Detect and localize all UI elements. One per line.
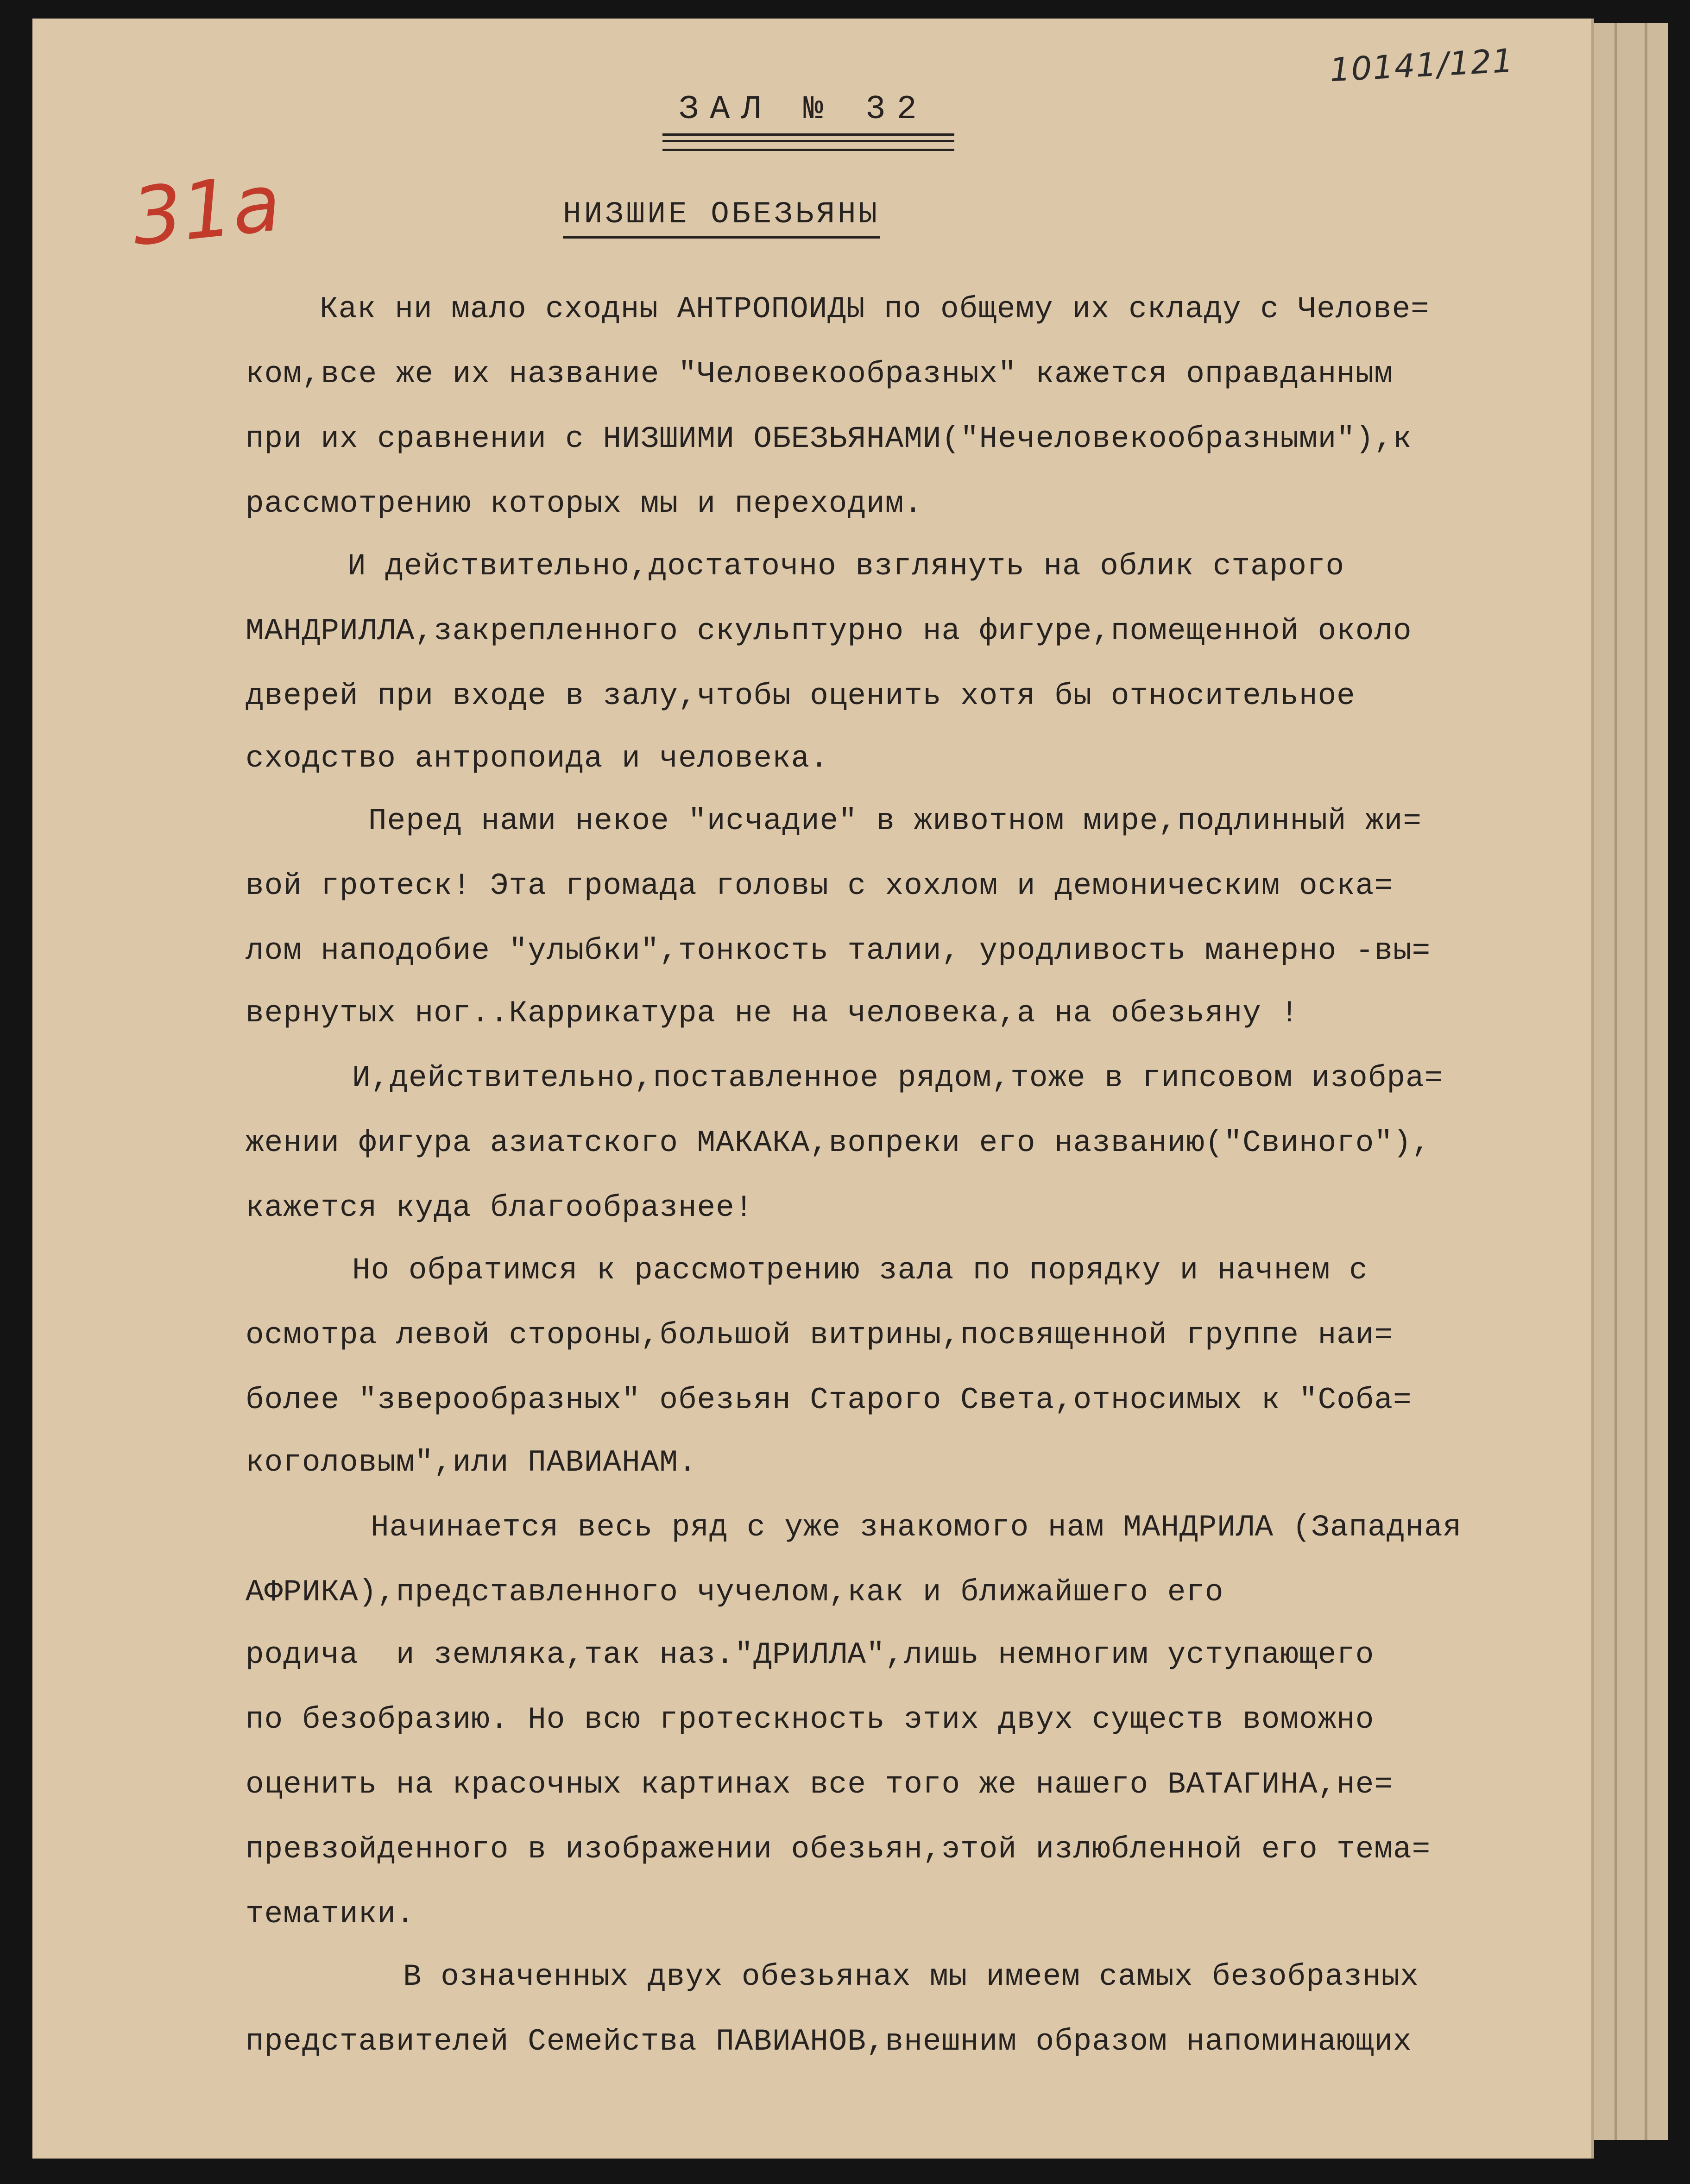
title-underline	[662, 133, 954, 151]
text-line: В означенных двух обезьянах мы имеем самых безобразных	[403, 1959, 1419, 1994]
text-line: Как ни мало сходны АНТРОПОИДЫ по общему их складу с Челове=	[320, 292, 1430, 327]
text-line: вернутых ног..Каррикатура не на человека,а на обезьяну !	[246, 996, 1299, 1031]
text-line: МАНДРИЛЛА,закрепленного скульптурно на фигуре,помещенной около	[246, 614, 1412, 648]
text-line: оценить на красочных картинах все того же нашего ВАТАГИНА,не=	[246, 1767, 1393, 1802]
text-line: И действительно,достаточно взглянуть на облик старого	[347, 549, 1345, 584]
archive-number: 10141/121	[1329, 41, 1515, 89]
text-line: рассмотрению которых мы и переходим.	[246, 486, 923, 521]
sheet-number: 31а	[127, 157, 285, 264]
text-line: кажется куда благообразнее!	[246, 1190, 754, 1225]
text-line: Но обратимся к рассмотрению зала по порядку и начнем с	[352, 1253, 1368, 1288]
text-line: коголовым",или ПАВИАНАМ.	[246, 1445, 697, 1480]
hall-title: ЗАЛ № 32	[679, 90, 928, 128]
document-page	[32, 19, 1591, 2159]
text-line: жении фигура азиатского МАКАКА,вопреки его названию("Свиного"),	[246, 1126, 1431, 1160]
text-line: при их сравнении с НИЗШИМИ ОБЕЗЬЯНАМИ("Нечеловекообразными"),к	[246, 422, 1412, 456]
text-line: лом наподобие "улыбки",тонкость талии, уродливость манерно -вы=	[246, 933, 1431, 968]
text-line: сходство антропоида и человека.	[246, 741, 829, 776]
text-line: представителей Семейства ПАВИАНОВ,внешним образом напоминающих	[246, 2024, 1412, 2059]
text-line: дверей при входе в залу,чтобы оценить хотя бы относительное	[246, 679, 1356, 713]
text-line: родича и земляка,так наз."ДРИЛЛА",лишь немногим уступающего	[246, 1637, 1375, 1672]
text-line: вой гротеск! Эта громада головы с хохлом и демоническим оска=	[246, 869, 1393, 903]
text-line: ком,все же их название "Человекообразных" кажется оправданным	[246, 357, 1393, 391]
text-line: тематики.	[246, 1897, 415, 1932]
text-line: Перед нами некое "исчадие" в животном мире,подлинный жи=	[368, 804, 1422, 838]
text-line: осмотра левой стороны,большой витрины,посвященной группе наи=	[246, 1318, 1393, 1353]
text-line: превзойденного в изображении обезьян,этой излюбленной его тема=	[246, 1832, 1431, 1867]
text-line: И,действительно,поставленное рядом,тоже в гипсовом изобра=	[352, 1061, 1444, 1095]
text-line: АФРИКА),представленного чучелом,как и ближайшего его	[246, 1575, 1243, 1610]
underlying-pages-edge	[1582, 23, 1668, 2140]
text-line: более "зверообразных" обезьян Старого Света,относимых к "Соба=	[246, 1383, 1412, 1417]
text-line: по безобразию. Но всю гротескность этих двух существ воможно	[246, 1702, 1375, 1737]
text-line: Начинается весь ряд с уже знакомого нам МАНДРИЛА (Западная	[371, 1510, 1462, 1545]
section-heading: НИЗШИЕ ОБЕЗЬЯНЫ	[563, 197, 880, 239]
